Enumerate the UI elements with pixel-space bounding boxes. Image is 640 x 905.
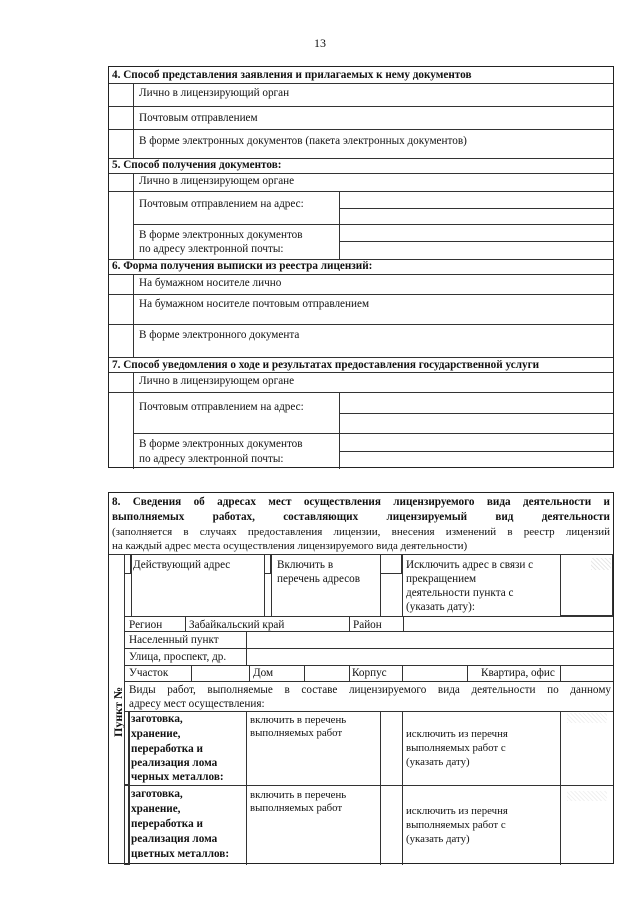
section7-option-label: В форме электронных документов (139, 438, 303, 450)
works-header-line1: Виды работ, выполняемые в составе лицензируемого вида деятельности по данному (129, 684, 611, 696)
work-name-line: заготовка, (131, 788, 183, 800)
work-exclude-line2: выполняемых работ с (406, 819, 506, 831)
section7-title: 7. Способ уведомления о ходе и результатах предоставления государственной услуги (112, 359, 540, 371)
section6-option-label: На бумажном носителе почтовым отправлением (139, 298, 370, 310)
work-exclude-line2: выполняемых работ с (406, 742, 506, 754)
work-name-line: переработка и (131, 818, 203, 830)
work-name-line: переработка и (131, 743, 203, 755)
section5-option-label: Лично в лицензирующем органе (139, 175, 295, 187)
work-include-line2: выполняемых работ (250, 727, 343, 739)
section7-option-label: Почтовым отправлением на адрес: (139, 401, 304, 413)
work-name-line: хранение, (131, 803, 181, 815)
section5-title: 5. Способ получения документов: (112, 159, 282, 171)
building-label: Корпус (352, 667, 387, 679)
page-number: 13 (314, 36, 326, 50)
current-address-checkbox[interactable] (124, 554, 131, 574)
work-name-line: хранение, (131, 728, 181, 740)
work-name-line: реализация лома (131, 833, 218, 845)
section4-title: 4. Способ представления заявления и прилагаемых к нему документов (112, 69, 472, 81)
section8-title-line2: выполняемых работах, составляющих лицензируемый вид деятельности (112, 511, 610, 523)
apartment-label: Квартира, офис (481, 667, 555, 679)
exclude-address-line1: Исключить адрес в связи с (406, 559, 534, 571)
include-address-line1: Включить в (277, 559, 334, 571)
work-exclude-line3: (указать дату) (406, 756, 470, 768)
current-address-label: Действующий адрес (133, 559, 231, 571)
section5-option-label: по адресу электронной почты: (139, 243, 284, 255)
locality-label: Населенный пункт (129, 634, 219, 646)
work-name-line: черных металлов: (131, 771, 224, 783)
section8-note-line1: (заполняется в случаях предоставления лицензии, внесения изменений в реестр лицензий (112, 526, 610, 538)
district-label: Район (353, 619, 382, 631)
work-exclude-line1: исключить из перечня (406, 805, 508, 817)
address-details-table (108, 492, 614, 864)
section7-option-label: Лично в лицензирующем органе (139, 375, 295, 387)
section5-option-label: В форме электронных документов (139, 229, 303, 241)
punkt-number-label: Пункт № (111, 686, 125, 737)
exclude-address-line3: деятельности пункта с (406, 587, 514, 599)
work-include-line1: включить в перечень (250, 789, 347, 801)
house-field[interactable] (304, 665, 349, 681)
work-nonferrous-exclude-date-field[interactable] (560, 785, 613, 865)
delivery-methods-table (108, 66, 614, 468)
street-label: Улица, проспект, др. (129, 651, 227, 663)
work-nonferrous-checkbox[interactable] (124, 785, 129, 865)
work-exclude-line3: (указать дату) (406, 833, 470, 845)
section6-title: 6. Форма получения выписки из реестра лицензий: (112, 260, 373, 272)
exclude-address-checkbox[interactable] (380, 554, 402, 574)
works-header-line2: адресу мест осуществления: (129, 698, 265, 710)
section7-option-label: по адресу электронной почты: (139, 453, 284, 465)
section4-option-label: Лично в лицензирующий орган (139, 87, 290, 99)
region-label: Регион (129, 619, 163, 631)
section8-note-line2: на каждый адрес места осуществления лицензируемого вида деятельности) (112, 540, 468, 552)
work-nonferrous-include-checkbox[interactable] (380, 785, 402, 865)
work-ferrous-exclude-date-field[interactable] (560, 711, 613, 785)
section8-title-line1: 8. Сведения об адресах мест осуществления лицензируемого вида деятельности и (112, 496, 610, 508)
plot-label: Участок (129, 667, 169, 679)
plot-field[interactable] (191, 665, 249, 681)
work-name-line: заготовка, (131, 713, 183, 725)
section6-option-label: На бумажном носителе лично (139, 277, 282, 289)
work-name-line: реализация лома (131, 757, 218, 769)
apartment-field[interactable] (560, 665, 613, 681)
section4-option-label: Почтовым отправлением (139, 112, 258, 124)
building-field[interactable] (402, 665, 467, 681)
section5-option-label: Почтовым отправлением на адрес: (139, 198, 304, 210)
section4-option-label: В форме электронных документов (пакета электронных документов) (139, 135, 467, 147)
work-ferrous-checkbox[interactable] (124, 711, 129, 785)
section6-option-label: В форме электронного документа (139, 329, 300, 341)
street-field[interactable] (246, 648, 613, 665)
exclude-address-line4: (указать дату): (406, 601, 475, 613)
include-address-line2: перечень адресов (277, 573, 361, 585)
locality-field[interactable] (246, 631, 613, 648)
district-field[interactable] (403, 616, 613, 631)
work-exclude-line1: исключить из перечня (406, 728, 508, 740)
exclude-address-line2: прекращением (406, 573, 477, 585)
region-value[interactable]: Забайкальский край (189, 619, 285, 631)
house-label: Дом (253, 667, 274, 679)
work-ferrous-include-checkbox[interactable] (380, 711, 402, 785)
work-include-line1: включить в перечень (250, 714, 347, 726)
exclude-address-date-field[interactable] (560, 554, 613, 616)
work-name-line: цветных металлов: (131, 848, 230, 860)
work-include-line2: выполняемых работ (250, 802, 343, 814)
include-address-checkbox[interactable] (264, 554, 271, 574)
